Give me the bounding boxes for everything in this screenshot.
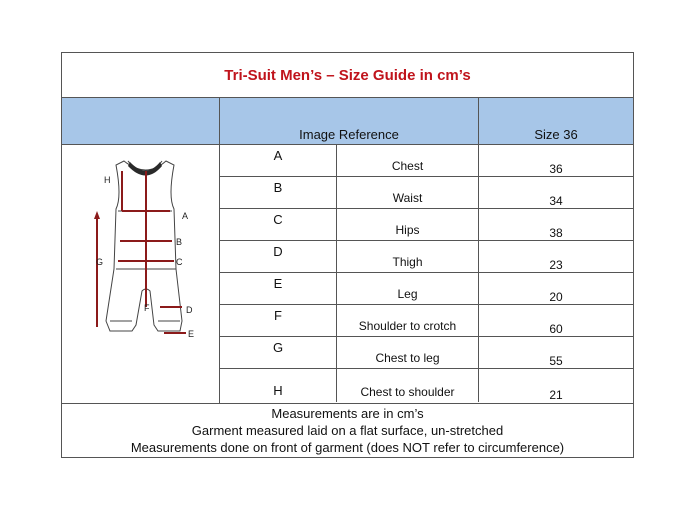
row-value: 34 xyxy=(549,194,563,208)
table-row xyxy=(220,305,633,337)
table-row xyxy=(220,241,633,273)
row-value: 55 xyxy=(549,354,563,368)
row-value: 38 xyxy=(549,226,563,240)
measurement-lines xyxy=(97,171,189,333)
diagram-label-g: G xyxy=(96,257,104,267)
note-line: Measurements are in cm’s xyxy=(271,406,424,421)
row-letter: H xyxy=(220,369,337,402)
table-row xyxy=(220,177,633,209)
row-measurement: Leg xyxy=(337,273,479,304)
row-value: 36 xyxy=(549,162,563,176)
row-measurement: Hips xyxy=(337,209,479,240)
diagram-label-d: D xyxy=(186,305,193,315)
row-letter: D xyxy=(220,241,337,272)
row-value: 20 xyxy=(549,290,563,304)
row-value: 60 xyxy=(549,322,563,336)
table-row xyxy=(220,369,633,403)
row-measurement: Shoulder to crotch xyxy=(337,305,479,336)
diagram-label-e: E xyxy=(188,329,195,339)
row-value: 23 xyxy=(549,258,563,272)
row-value: 21 xyxy=(549,388,563,402)
diagram-label-b: B xyxy=(176,237,183,247)
diagram-label-c: C xyxy=(176,257,183,267)
row-letter: F xyxy=(220,305,337,336)
note-line: Garment measured laid on a flat surface, un-stretched xyxy=(191,423,504,438)
note-line: Measurements done on front of garment (does NOT refer to circumference) xyxy=(130,440,565,455)
header-image-reference xyxy=(220,98,479,145)
table-row xyxy=(220,337,633,369)
size-guide-table xyxy=(61,52,634,458)
g-arrow-icon xyxy=(94,211,100,219)
row-measurement: Thigh xyxy=(337,241,479,272)
garment-diagram-cell xyxy=(62,145,220,403)
row-letter: C xyxy=(220,209,337,240)
row-measurement: Waist xyxy=(337,177,479,208)
table-row xyxy=(220,273,633,305)
header-size-label: Size 36 xyxy=(534,127,578,142)
row-measurement: Chest xyxy=(337,145,479,176)
page-title: Tri-Suit Men’s – Size Guide in cm’s xyxy=(62,53,633,98)
table-row xyxy=(220,209,633,241)
diagram-label-a: A xyxy=(182,211,189,221)
row-letter: A xyxy=(220,145,337,176)
table-row xyxy=(220,145,633,177)
row-measurement: Chest to shoulder xyxy=(337,369,479,402)
row-measurement: Chest to leg xyxy=(337,337,479,368)
diagram-label-f: F xyxy=(144,303,150,313)
row-letter: B xyxy=(220,177,337,208)
header-image-cell xyxy=(62,98,220,145)
trisuit-diagram xyxy=(66,149,216,389)
header-image-reference-label: Image Reference xyxy=(299,127,399,142)
notes-section xyxy=(62,403,633,457)
diagram-label-h: H xyxy=(104,175,111,185)
header-size xyxy=(479,98,633,145)
row-letter: G xyxy=(220,337,337,368)
row-letter: E xyxy=(220,273,337,304)
